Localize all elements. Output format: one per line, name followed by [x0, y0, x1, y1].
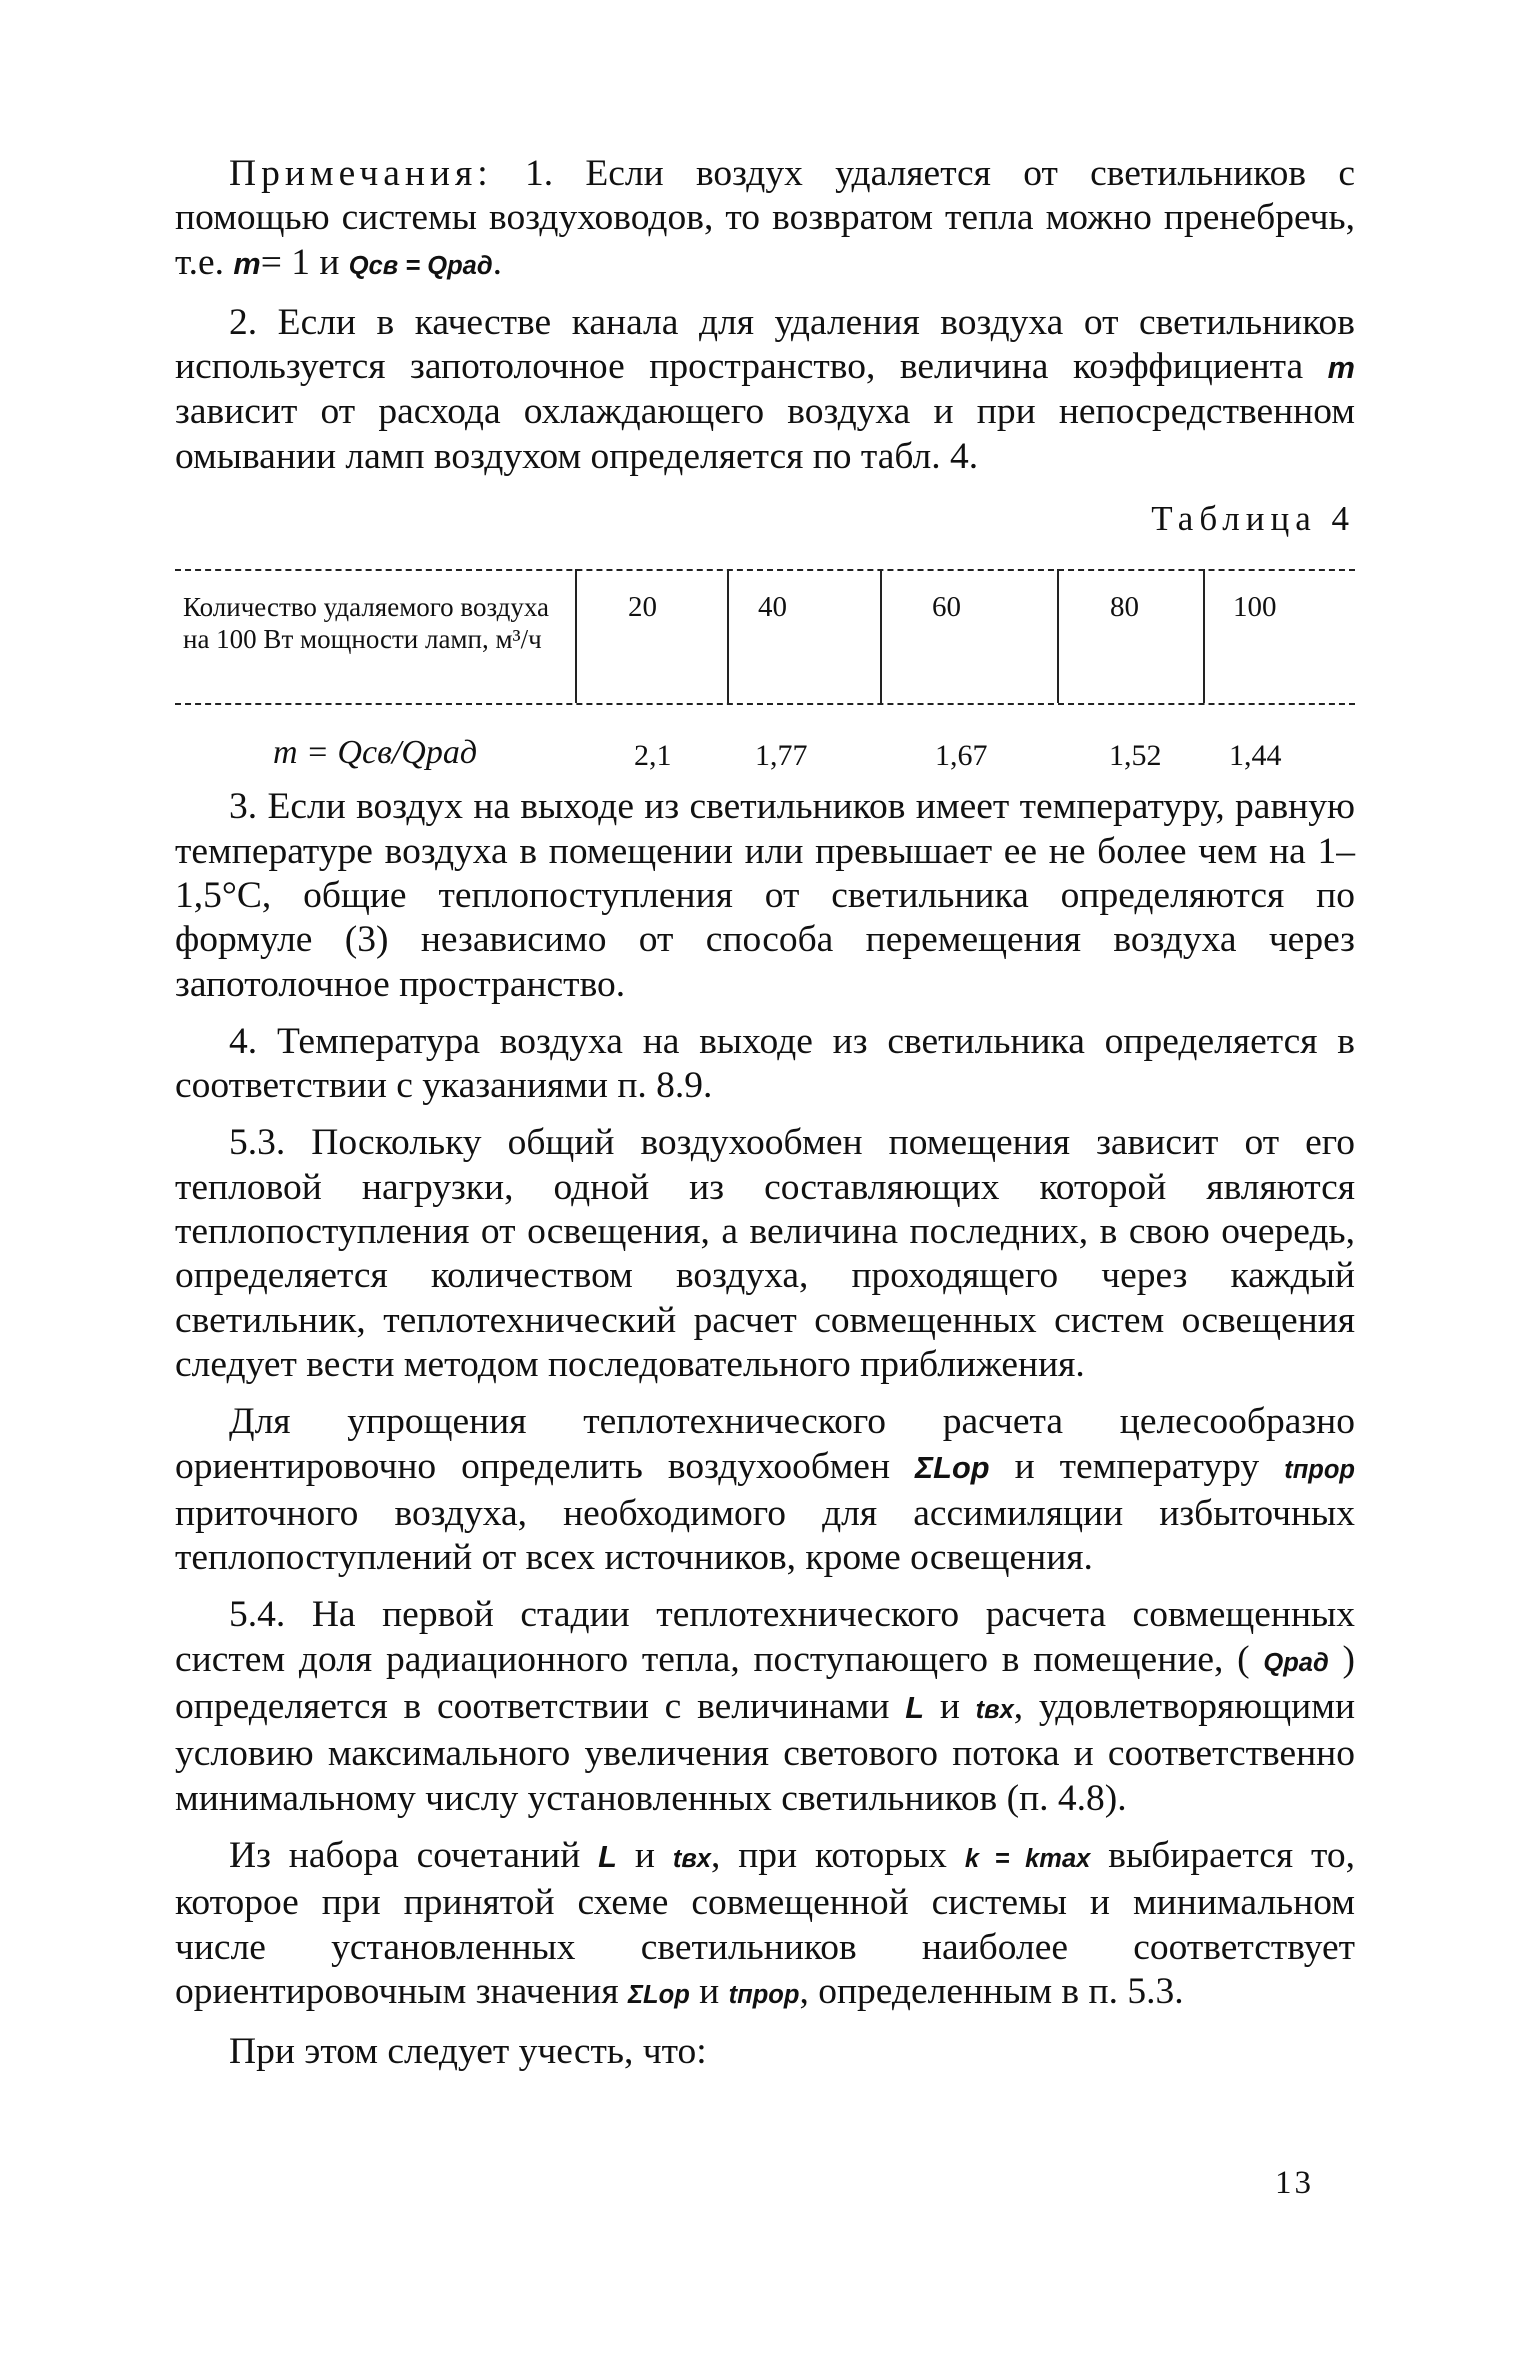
note-2-m: m — [1327, 350, 1355, 386]
table-4 — [175, 551, 1355, 783]
table-value-cell: 1,77 — [755, 739, 808, 773]
table-col-divider — [575, 569, 577, 703]
note-1-formula: Qсв = Qрад — [348, 251, 493, 280]
p4-a: Из набора сочетаний — [229, 1834, 581, 1876]
sum-l-op-symbol: ΣLор — [915, 1449, 990, 1485]
note-2-start: 2. Если в качестве канала для удаления воздуха от светильников используется запотолочное пространство, величина коэффициента — [175, 301, 1355, 388]
s54-a: 5.4. На первой стадии теплотехнического расчета совмещенных систем доля радиационного тепла, поступающего в помещение, ( — [175, 1594, 1355, 1680]
k-max-symbol: k = kmax — [964, 1844, 1091, 1873]
note-1-text: 1. Если воздух удаляется от светильников с помощью системы воздуховодов, то возвратом тепла можно пренебречь, т.е. — [175, 153, 1355, 283]
document-page — [175, 152, 1355, 2074]
table-col-divider — [1057, 569, 1059, 703]
table-header-cell: 20 — [628, 591, 657, 624]
note-3: 3. Если воздух на выходе из светильников имеет температуру, равную температуре воздуха в помещении или превышает ее не более чем на 1–1,5°С, общие теплопоступления от светильника определяются по формуле (3) независимо от способа перемещения воздуха через запотолочное пространство. — [175, 786, 1355, 1005]
notes-heading: Примечания: — [229, 153, 493, 194]
table-header-cell: 80 — [1110, 591, 1139, 624]
note-4: 4. Температура воздуха на выходе из светильника определяется в соответствии с указаниями п. 8.9. — [175, 1020, 1355, 1107]
sum-l-op-symbol: ΣLор — [628, 1980, 690, 2009]
table-row-label: m = Qсв/Qрад — [272, 734, 478, 772]
table-col-divider — [1203, 569, 1205, 703]
l-symbol: L — [905, 1690, 925, 1726]
t-pr-op-symbol: tпрор — [728, 1980, 800, 2009]
table-caption: Таблица 4 — [1151, 499, 1355, 539]
paragraph-final: При этом следует учесть, что: — [229, 2031, 707, 2073]
table-mid-rule — [175, 703, 1355, 705]
p4-f: , определенным в п. 5.3. — [799, 1970, 1184, 2012]
paragraph-simplification — [175, 1400, 1355, 1580]
l-symbol: L — [598, 1838, 617, 1874]
t-vh-symbol: tвх — [672, 1844, 711, 1873]
table-col-divider — [880, 569, 882, 703]
table-value-cell: 1,67 — [935, 739, 988, 773]
p4-d: выбирается то, которое при принятой схеме совмещенной системы и минимальном числе установленных светильников наиболее соответствует ориентировочным значения — [175, 1834, 1356, 2012]
p2-c: приточного воздуха, необходимого для ассимиляции избыточных теплопоступлений от всех источников, кроме освещения. — [175, 1492, 1355, 1579]
section-5-4 — [175, 1593, 1355, 1820]
table-header-cell: 100 — [1233, 591, 1277, 624]
q-rad-symbol: Qрад — [1263, 1648, 1329, 1677]
note-1-eq: = 1 и — [260, 241, 340, 283]
table-col-divider — [727, 569, 729, 703]
table-header-cell: 40 — [758, 591, 787, 624]
table-header-cell: 60 — [932, 591, 961, 624]
p4-b: и — [634, 1834, 655, 1876]
table-value-cell: 2,1 — [634, 739, 672, 773]
paragraph-selection — [175, 1834, 1355, 2017]
p2-b: и температуру — [1014, 1445, 1260, 1487]
s54-c: и — [939, 1686, 960, 1728]
p4-e: и — [699, 1970, 720, 2012]
p2-a: Для упрощения теплотехнического расчета целесообразно ориентировочно определить воздухообмен — [175, 1401, 1355, 1487]
table-value-cell: 1,52 — [1109, 739, 1162, 773]
t-vh-symbol: tвх — [975, 1696, 1014, 1725]
section-5-3: 5.3. Поскольку общий воздухообмен помещения зависит от его тепловой нагрузки, одной из составляющих которой являются теплопоступления от освещения, а величина последних, в свою очередь, определяется количеством воздуха, проходящего через каждый светильник, теплотехнический расчет совмещенных систем освещения следует вести методом последовательного приближения. — [175, 1122, 1355, 1385]
table-value-cell: 1,44 — [1229, 739, 1282, 773]
s54-d: , удовлетворяющими условию максимального увеличения светового потока и соответственно минимальному числу установленных светильников (п. 4.8). — [175, 1686, 1356, 1819]
p4-c: , при которых — [710, 1834, 947, 1876]
s54-b: ) определяется в соответствии с величинами — [175, 1638, 1355, 1728]
t-pr-op-symbol: tпрор — [1284, 1455, 1356, 1484]
note-2-end: зависит от расхода охлаждающего воздуха и при непосредственном омывании ламп воздухом определяется по табл. 4. — [175, 391, 1355, 477]
note-1-m: m — [233, 245, 261, 281]
note-2 — [175, 301, 1355, 479]
page-number: 13 — [1275, 2165, 1314, 2201]
table-header-label: Количество удаляемого воздуха на 100 Вт мощности ламп, м³/ч — [183, 592, 550, 655]
notes-block: Примечания: 1. Если воздух удаляется от светильников с помощью системы воздуховодов, то возвратом тепла можно пренебречь, т.е. m= 1 и Qсв = Qрад. — [175, 153, 1355, 283]
table-top-rule — [175, 569, 1355, 571]
